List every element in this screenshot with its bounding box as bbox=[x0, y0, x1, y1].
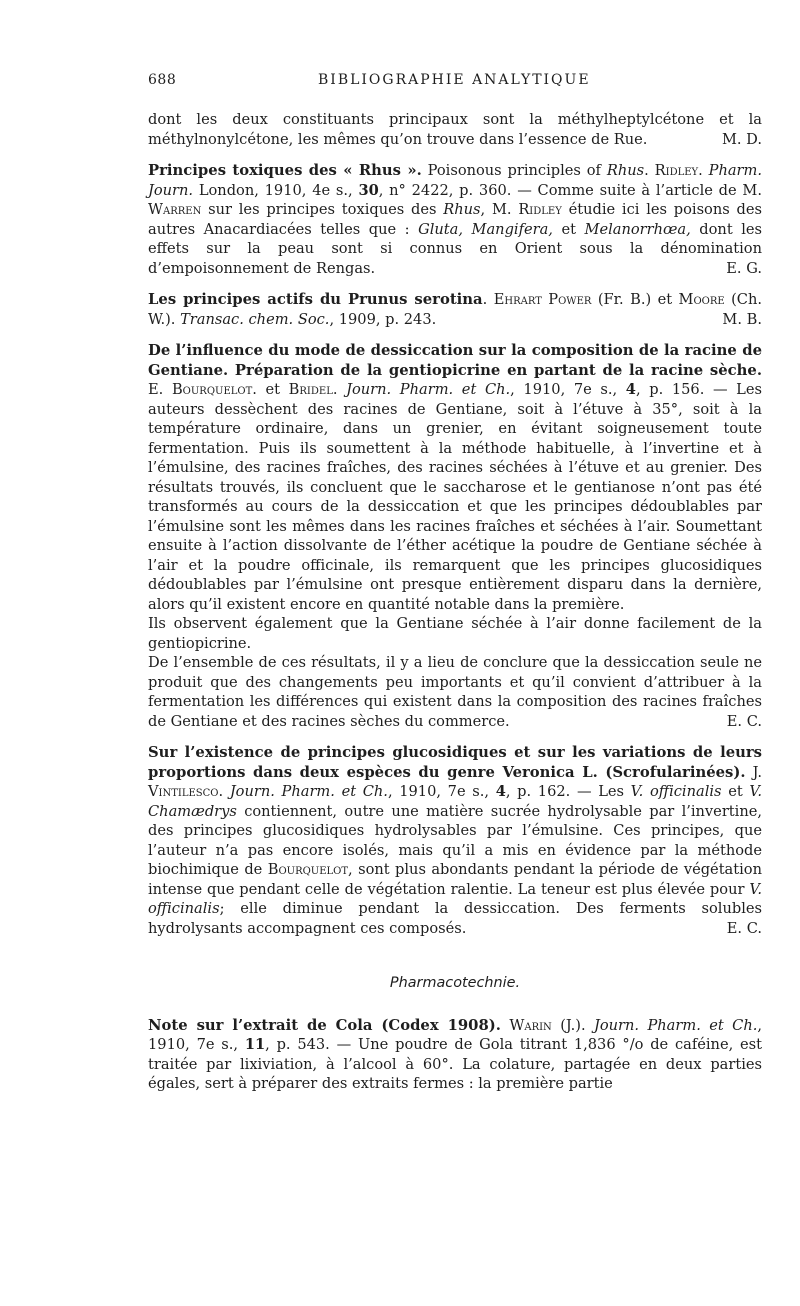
section-title: Pharmacotechnie. bbox=[389, 975, 521, 991]
running-header bbox=[148, 72, 762, 94]
author: Bourquelot bbox=[171, 381, 253, 398]
paragraph: Ils observent également que la Gentiane séchée à l’air donne facilement de la gentiopicrine. bbox=[148, 615, 762, 652]
author: Ehrart Power bbox=[493, 291, 592, 308]
author: Ridley bbox=[654, 162, 699, 179]
bibliography-entry-gentiane: De l’influence du mode de dessiccation sur la composition de la racine de Gentiane. Préparation de la gentiopicrine en partant de la racine sèche. E. Bourquelot. et Bridel. Journ. Pharm. et Ch., 1910, 7e s., 4, p. 156. — Les auteurs dessèchent des racines de Gentiane, soit à l’étuve à 35°, soit à la température ordinaire, dans un grenier, en évitant soigneusement toute fermentation. Puis ils soumettent à la méthode habituelle, à l’invertine et à l’émulsine, des racines fraîches, des racines séchées à l’étuve et au grenier. Des résultats trouvés, ils concluent que le saccharose et le gentianose n’ont pas été transformés au cours de la dessiccation et que les principes dédoublables par l’émulsine sont les mêmes dans les racines fraîches et séchées à l’air. Soumettant ensuite à l’action dissolvante de l’éther acétique la poudre de Gentiane séchée à l’air et la poudre officinale, ils remarquent que les principes glucosidiques dédoublables par l’émulsine ont presque entièrement disparu dans la dernière, alors qu’il existent encore en quantité notable dans la première. Ils observent également que la Gentiane séchée à l’air donne facilement de la gentiopicrine. De l’ensemble de ces résultats, il y a lieu de conclure que la dessiccation seule ne produit que des changements peu importants et qu’il convient d’attribuer à la fermentation les différences qui existent dans la composition des racines fraîches de Gentiane et des racines sèches du commerce. E. C. bbox=[148, 342, 763, 730]
page-number: 688 bbox=[148, 72, 177, 88]
entry-title: Les principes actifs du Prunus serotina bbox=[148, 291, 483, 308]
paragraph: De l’ensemble de ces résultats, il y a lieu de conclure que la dessiccation seule ne produit que des changements peu importants et qu’il convient d’attribuer à la fermentation les différences qui existent dans la composition des racines fraîches de Gentiane et des racines sèches du commerce. bbox=[148, 654, 762, 730]
bibliography-entry-prunus: Les principes actifs du Prunus serotina. Ehrart Power (Fr. B.) et Moore (Ch. W.). Transac. chem. Soc., 1909, p. 243. M. B. bbox=[148, 291, 762, 328]
signature: E. G. bbox=[726, 259, 762, 277]
signature: M. B. bbox=[722, 310, 762, 328]
author: Warin bbox=[509, 1016, 552, 1034]
entry-title: De l’influence du mode de dessiccation sur la composition de la racine de Gentiane. Préparation de la gentiopicrine en partant de la racine sèche. bbox=[148, 342, 762, 379]
text-column bbox=[148, 110, 762, 1094]
entry-title: Principes toxiques des « Rhus ». bbox=[148, 162, 422, 179]
intro-paragraph: dont les deux constituants principaux sont la méthylheptylcétone et la méthylnonylcétone, les mêmes qu’on trouve dans l’essence de Rue. M. D. bbox=[148, 111, 762, 148]
journal: Transac. chem. Soc. bbox=[180, 310, 330, 328]
bibliography-entry-cola: Note sur l’extrait de Cola (Codex 1908). Warin (J.). Journ. Pharm. et Ch., 1910, 7e s., 11, p. 543. — Une poudre de Gola titrant 1,836 °/o de caféine, est traitée par lixiviation, à l’alcool à 60°. La colature, partagée en deux parties égales, sert à préparer des extraits fermes : la première partie bbox=[148, 1016, 762, 1092]
signature: E. C. bbox=[726, 712, 762, 730]
running-title: BIBLIOGRAPHIE ANALYTIQUE bbox=[318, 72, 591, 88]
journal: Pharm. Journ. bbox=[148, 162, 763, 199]
entry-title: Note sur l’extrait de Cola (Codex 1908). bbox=[148, 1016, 501, 1034]
signature: M. D. bbox=[721, 130, 762, 148]
bibliography-entry-veronica: Sur l’existence de principes glucosidiques et sur les variations de leurs proportions dans deux espèces du genre Veronica L. (Scrofularinées). J. Vintilesco. Journ. Pharm. et Ch., 1910, 7e s., 4, p. 162. — Les V. officinalis et V. Chamædrys contiennent, outre une matière sucrée hydrolysable par l’invertine, des principes glucosidiques hydrolysables par l’émulsine. Ces principes, que l’auteur n’a pas encore isolés, mais qu’il a mis en évidence par la méthode biochimique de Bourquelot, sont plus abondants pendant la période de végétation intense que pendant celle de végétation ralentie. La teneur est plus élevée pour V. officinalis; elle diminue pendant la dessiccation. Des ferments solubles hydrolysants accompagnent ces composés. E. C. bbox=[148, 744, 762, 937]
journal: Journ. Pharm. et Ch. bbox=[229, 783, 388, 800]
entry-title: Sur l’existence de principes glucosidiques et sur les variations de leurs proportions dans deux espèces du genre Veronica L. (Scrofularinées). bbox=[148, 744, 762, 781]
journal: Journ. Pharm. et Ch. bbox=[594, 1016, 758, 1034]
author: Vintilesco bbox=[148, 783, 219, 800]
page bbox=[148, 72, 762, 1094]
signature: E. C. bbox=[726, 919, 762, 937]
bibliography-entry-rhus: Principes toxiques des « Rhus ». Poisonous principles of Rhus. Ridley. Pharm. Journ. London, 1910, 4e s., 30, n° 2422, p. 360. — Comme suite à l’article de M. Warren sur les principes toxiques des Rhus, M. Ridley étudie ici les poisons des autres Anacardiacées telles que : Gluta, Mangifera, et Melanorrhœa, dont les effets sur la peau sont si connus en Orient sous la dénomination d’empoisonnement de Rengas. E. G. bbox=[148, 162, 763, 277]
journal: Journ. Pharm. et Ch. bbox=[346, 381, 511, 398]
